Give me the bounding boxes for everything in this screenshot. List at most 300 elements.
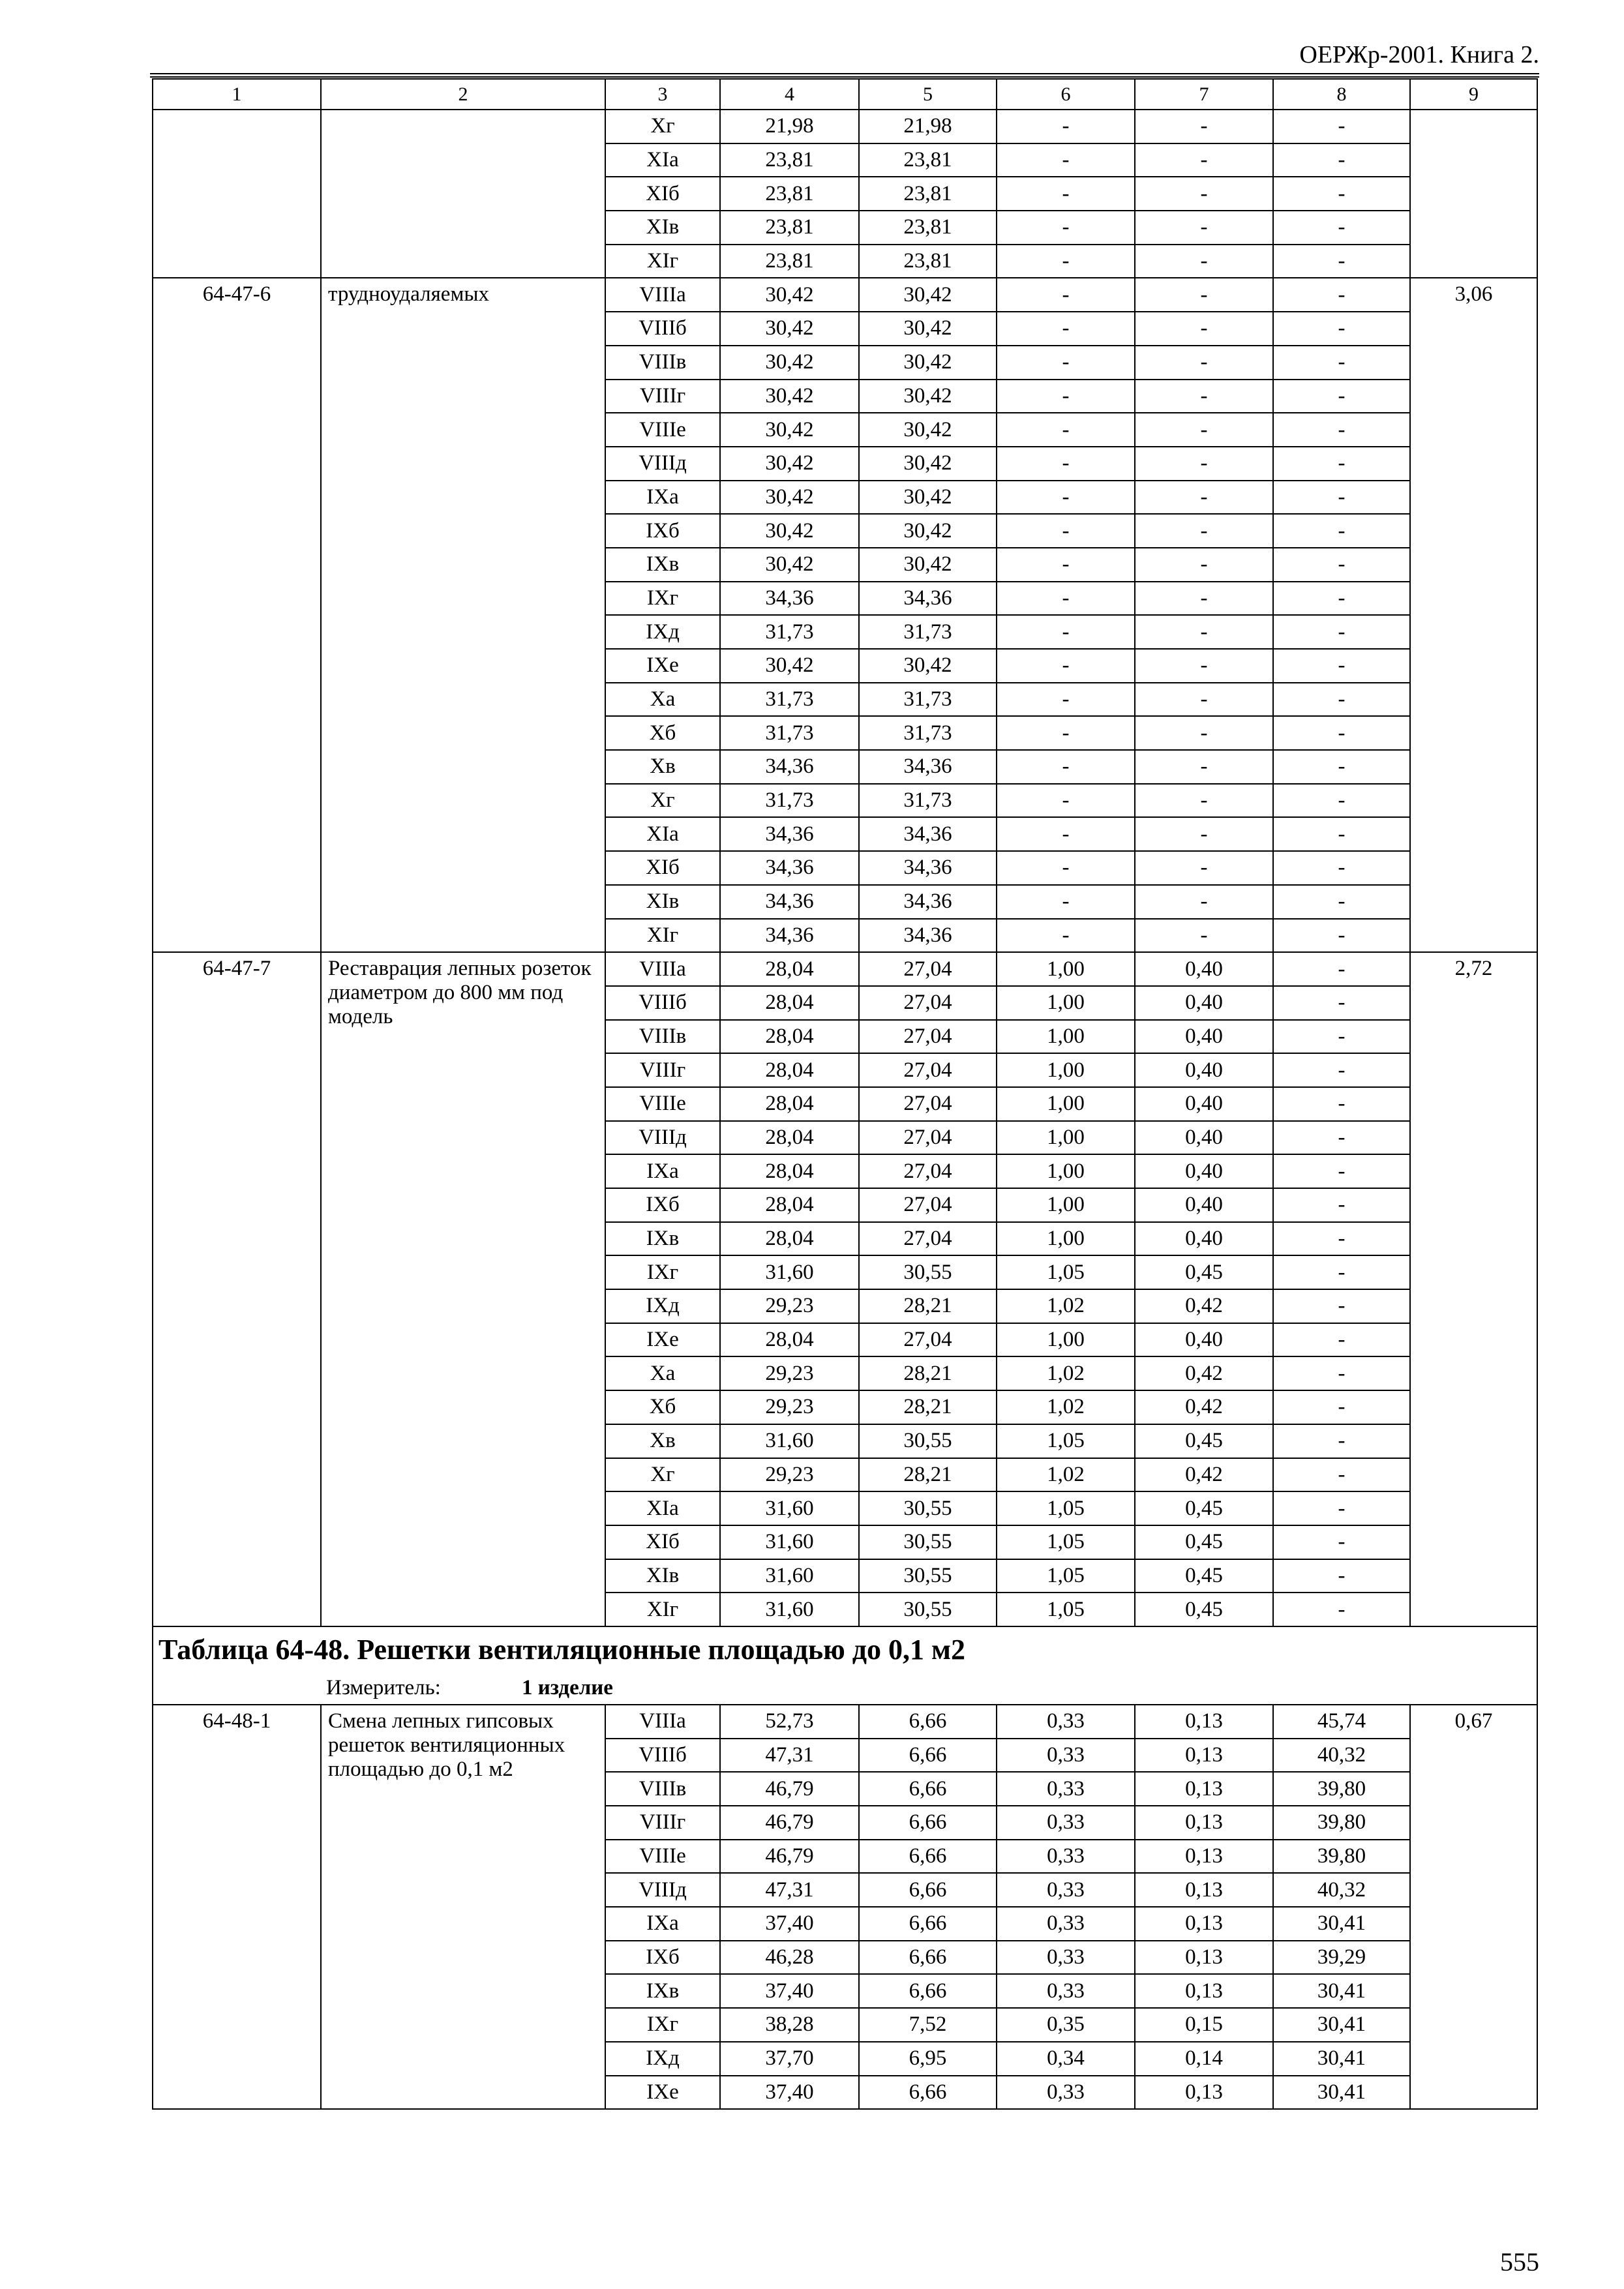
table-cell: 34,36 [720, 851, 859, 885]
table-cell: - [997, 312, 1135, 346]
column-number: 4 [720, 79, 859, 110]
table-cell: VIIIб [605, 312, 720, 346]
table-cell: 1,00 [997, 952, 1135, 986]
labor-value: 3,06 [1410, 278, 1537, 952]
table-cell: 30,42 [720, 447, 859, 481]
table-cell: 0,40 [1135, 1222, 1273, 1256]
table-cell: 31,60 [720, 1491, 859, 1525]
table-cell: 28,21 [859, 1390, 997, 1424]
table-cell: IXд [605, 2042, 720, 2076]
table-cell: 30,42 [720, 346, 859, 380]
table-cell: 29,23 [720, 1458, 859, 1492]
table-cell: 28,04 [720, 1154, 859, 1188]
table-cell: 46,79 [720, 1772, 859, 1806]
column-number: 1 [153, 79, 321, 110]
table-cell: 39,29 [1273, 1941, 1410, 1975]
table-cell: 0,13 [1135, 1806, 1273, 1840]
column-number: 7 [1135, 79, 1273, 110]
header-rule-bottom [150, 76, 1539, 78]
table-cell: 28,04 [720, 952, 859, 986]
table-cell: - [1135, 278, 1273, 312]
rates-table [152, 78, 1538, 2110]
table-cell: 0,42 [1135, 1390, 1273, 1424]
table-cell: 39,80 [1273, 1806, 1410, 1840]
table-cell: - [1273, 110, 1410, 143]
table-cell: 1,05 [997, 1255, 1135, 1289]
table-cell: 28,21 [859, 1356, 997, 1390]
table-cell: 46,79 [720, 1840, 859, 1874]
table-cell: - [997, 919, 1135, 953]
table-cell: 27,04 [859, 1087, 997, 1121]
table-cell: 27,04 [859, 1222, 997, 1256]
table-cell: Xг [605, 110, 720, 143]
table-cell: - [1135, 784, 1273, 818]
table-cell: - [1273, 851, 1410, 885]
table-cell: 30,42 [720, 380, 859, 413]
table-cell: 30,41 [1273, 2008, 1410, 2042]
table-cell: Xа [605, 683, 720, 717]
table-cell: IXв [605, 1974, 720, 2008]
table-cell: 0,33 [997, 1840, 1135, 1874]
table-cell: 40,32 [1273, 1739, 1410, 1773]
table-cell: 31,60 [720, 1593, 859, 1626]
table-cell: - [997, 817, 1135, 851]
table-cell: - [997, 278, 1135, 312]
table-cell: 1,05 [997, 1525, 1135, 1559]
table-cell: - [1273, 1154, 1410, 1188]
page-number: 555 [1500, 2247, 1539, 2277]
table-cell: 0,45 [1135, 1491, 1273, 1525]
table-cell: 6,66 [859, 1772, 997, 1806]
table-cell: - [1135, 413, 1273, 447]
table-cell: - [1135, 481, 1273, 515]
table-cell: 47,31 [720, 1739, 859, 1773]
table-cell: 23,81 [720, 211, 859, 245]
table-cell: XIб [605, 177, 720, 211]
column-number: 6 [997, 79, 1135, 110]
table-cell: 0,40 [1135, 1188, 1273, 1222]
table-cell: 27,04 [859, 1154, 997, 1188]
table-cell: 0,13 [1135, 1705, 1273, 1739]
table-cell: 0,13 [1135, 1907, 1273, 1941]
table-cell: 29,23 [720, 1390, 859, 1424]
table-cell: IXб [605, 1941, 720, 1975]
table-cell: - [1273, 1188, 1410, 1222]
table-cell: 46,79 [720, 1806, 859, 1840]
table-cell: 0,33 [997, 1873, 1135, 1907]
table-cell: 30,42 [859, 346, 997, 380]
table-cell: 21,98 [720, 110, 859, 143]
table-cell: - [1273, 1491, 1410, 1525]
table-cell: 1,00 [997, 1053, 1135, 1087]
column-number: 9 [1410, 79, 1537, 110]
table-cell: 30,42 [859, 278, 997, 312]
table-row [153, 952, 1537, 986]
table-cell: 30,55 [859, 1491, 997, 1525]
table-cell: 30,55 [859, 1593, 997, 1626]
table-cell: - [1273, 177, 1410, 211]
table-cell: - [1135, 851, 1273, 885]
table-cell: 6,66 [859, 1941, 997, 1975]
table-cell: 27,04 [859, 986, 997, 1020]
table-cell: 0,40 [1135, 1053, 1273, 1087]
table-cell: - [1135, 919, 1273, 953]
table-cell: VIIIд [605, 1121, 720, 1155]
table-cell: 28,04 [720, 1053, 859, 1087]
table-cell: - [1273, 1390, 1410, 1424]
table-cell: - [1273, 1593, 1410, 1626]
table-cell: 27,04 [859, 1020, 997, 1054]
table-cell: 30,42 [720, 481, 859, 515]
table-cell: 0,33 [997, 1907, 1135, 1941]
table-cell: VIIIв [605, 1772, 720, 1806]
table-cell: VIIIд [605, 1873, 720, 1907]
header-rule-top [150, 73, 1539, 74]
table-cell: 38,28 [720, 2008, 859, 2042]
table-cell: 31,60 [720, 1255, 859, 1289]
table-cell: - [1273, 447, 1410, 481]
table-cell: 27,04 [859, 1323, 997, 1357]
table-cell: - [1273, 1053, 1410, 1087]
table-cell: 6,66 [859, 2076, 997, 2110]
labor-value: 0,67 [1410, 1705, 1537, 2109]
table-cell: 0,33 [997, 1941, 1135, 1975]
table-cell: - [1273, 211, 1410, 245]
table-cell: IXе [605, 649, 720, 683]
table-cell: 28,04 [720, 1020, 859, 1054]
table-cell: 1,00 [997, 1087, 1135, 1121]
table-cell: 30,41 [1273, 1907, 1410, 1941]
table-cell: - [1273, 1255, 1410, 1289]
running-header: ОЕРЖр-2001. Книга 2. [1299, 41, 1539, 68]
table-cell: 31,73 [720, 784, 859, 818]
table-cell: Xб [605, 1390, 720, 1424]
table-cell: 1,00 [997, 1222, 1135, 1256]
table-cell: IXб [605, 514, 720, 548]
table-cell: - [1273, 1121, 1410, 1155]
table-cell: - [1135, 716, 1273, 750]
table-cell: 31,73 [859, 784, 997, 818]
table-cell: - [1135, 380, 1273, 413]
table-cell: 29,23 [720, 1356, 859, 1390]
table-cell: 27,04 [859, 1188, 997, 1222]
table-cell: XIв [605, 211, 720, 245]
table-cell: 6,66 [859, 1974, 997, 2008]
table-cell: 6,66 [859, 1739, 997, 1773]
table-cell: 34,36 [720, 582, 859, 616]
table-cell: - [1273, 817, 1410, 851]
table-cell: 0,13 [1135, 2076, 1273, 2110]
table-cell: - [1135, 548, 1273, 582]
table-cell: 30,42 [859, 312, 997, 346]
table-cell: - [997, 177, 1135, 211]
table-cell: XIг [605, 245, 720, 278]
table-cell: - [1273, 1559, 1410, 1593]
table-cell: - [997, 380, 1135, 413]
table-cell: 30,55 [859, 1424, 997, 1458]
table-cell: 27,04 [859, 1053, 997, 1087]
table-cell: 30,42 [859, 514, 997, 548]
table-cell: VIIIв [605, 1020, 720, 1054]
table-cell: XIв [605, 1559, 720, 1593]
table-cell: - [1135, 177, 1273, 211]
table-cell: - [997, 245, 1135, 278]
table-cell: Xа [605, 1356, 720, 1390]
table-cell: - [1273, 1424, 1410, 1458]
table-cell: VIIIг [605, 380, 720, 413]
table-cell: 0,40 [1135, 1020, 1273, 1054]
table-cell: - [1135, 615, 1273, 649]
table-cell: 39,80 [1273, 1840, 1410, 1874]
table-cell: 1,00 [997, 986, 1135, 1020]
table-cell: 0,45 [1135, 1424, 1273, 1458]
table-cell: 30,55 [859, 1559, 997, 1593]
table-cell: 37,40 [720, 1974, 859, 2008]
table-cell: - [997, 750, 1135, 784]
table-cell: 34,36 [859, 851, 997, 885]
table-cell: 30,42 [720, 649, 859, 683]
table-cell: VIIIа [605, 1705, 720, 1739]
table-cell: 23,81 [720, 177, 859, 211]
table-cell: 34,36 [720, 919, 859, 953]
table-cell: - [1273, 1525, 1410, 1559]
table-cell: - [1273, 986, 1410, 1020]
table-cell: 0,45 [1135, 1255, 1273, 1289]
table-cell: - [1135, 649, 1273, 683]
table-cell: 31,60 [720, 1424, 859, 1458]
table-cell: 0,40 [1135, 1121, 1273, 1155]
rates-table-body [153, 79, 1537, 2109]
table-cell: XIа [605, 817, 720, 851]
table-cell: 1,00 [997, 1154, 1135, 1188]
table-cell: 1,00 [997, 1323, 1135, 1357]
table-cell: VIIIд [605, 447, 720, 481]
table-cell: 28,04 [720, 1222, 859, 1256]
table-cell: - [997, 716, 1135, 750]
table-cell: 47,31 [720, 1873, 859, 1907]
table-cell: 30,42 [859, 413, 997, 447]
table-cell: 1,00 [997, 1020, 1135, 1054]
table-cell: 30,42 [859, 649, 997, 683]
table-cell: 1,02 [997, 1356, 1135, 1390]
work-description [321, 110, 605, 278]
table-cell: 46,28 [720, 1941, 859, 1975]
table-cell: 37,40 [720, 1907, 859, 1941]
table-cell: VIIIа [605, 952, 720, 986]
table-cell: XIа [605, 1491, 720, 1525]
table-cell: 30,41 [1273, 2042, 1410, 2076]
table-cell: - [1273, 952, 1410, 986]
table-cell: IXд [605, 1289, 720, 1323]
table-cell: 34,36 [720, 817, 859, 851]
table-cell: - [1273, 649, 1410, 683]
rate-code: 64-48-1 [153, 1705, 321, 2109]
table-cell: 28,21 [859, 1289, 997, 1323]
table-cell: 1,05 [997, 1559, 1135, 1593]
table-cell: - [1273, 885, 1410, 919]
column-number: 5 [859, 79, 997, 110]
table-cell: - [997, 447, 1135, 481]
table-cell: - [1273, 1289, 1410, 1323]
table-cell: 34,36 [859, 885, 997, 919]
table-cell: 0,35 [997, 2008, 1135, 2042]
table-cell: 28,04 [720, 1087, 859, 1121]
table-cell: XIв [605, 885, 720, 919]
table-cell: 45,74 [1273, 1705, 1410, 1739]
table-cell: - [1273, 750, 1410, 784]
table-cell: 6,66 [859, 1840, 997, 1874]
table-cell: IXб [605, 1188, 720, 1222]
table-cell: 30,42 [720, 413, 859, 447]
table-cell: 31,73 [720, 716, 859, 750]
table-cell: 34,36 [859, 919, 997, 953]
table-cell: 6,66 [859, 1873, 997, 1907]
table-cell: - [1273, 413, 1410, 447]
table-cell: VIIIе [605, 1087, 720, 1121]
table-cell: 1,00 [997, 1188, 1135, 1222]
table-cell: 37,40 [720, 2076, 859, 2110]
table-cell: IXг [605, 582, 720, 616]
table-cell: 0,33 [997, 1806, 1135, 1840]
table-cell: IXа [605, 481, 720, 515]
table-cell: 31,73 [720, 683, 859, 717]
table-cell: 6,66 [859, 1806, 997, 1840]
column-number: 8 [1273, 79, 1410, 110]
table-cell: - [1273, 548, 1410, 582]
table-cell: - [1135, 211, 1273, 245]
meter-cell [153, 1673, 1537, 1705]
table-cell: 31,60 [720, 1559, 859, 1593]
section-title-row [153, 1626, 1537, 1673]
table-cell: - [1135, 582, 1273, 616]
table-cell: VIIIг [605, 1806, 720, 1840]
table-cell: 23,81 [859, 245, 997, 278]
table-cell: - [997, 851, 1135, 885]
table-cell: - [1135, 346, 1273, 380]
table-cell: 0,40 [1135, 1154, 1273, 1188]
table-cell: 28,04 [720, 1188, 859, 1222]
work-description: Реставрация лепных розеток диаметром до 800 мм под модель [321, 952, 605, 1626]
table-cell: - [1273, 1356, 1410, 1390]
column-number: 2 [321, 79, 605, 110]
table-cell: - [1135, 143, 1273, 177]
table-cell: 0,42 [1135, 1289, 1273, 1323]
table-cell: 0,45 [1135, 1559, 1273, 1593]
table-cell: 31,73 [720, 615, 859, 649]
table-cell: - [1273, 1087, 1410, 1121]
table-cell: 40,32 [1273, 1873, 1410, 1907]
table-cell: IXд [605, 615, 720, 649]
table-cell: 28,04 [720, 986, 859, 1020]
table-cell: - [1135, 683, 1273, 717]
table-cell: 6,66 [859, 1907, 997, 1941]
table-cell: Xв [605, 1424, 720, 1458]
table-cell: 23,81 [720, 245, 859, 278]
table-cell: - [997, 346, 1135, 380]
table-cell: 23,81 [720, 143, 859, 177]
table-cell: 0,13 [1135, 1873, 1273, 1907]
table-cell: IXг [605, 2008, 720, 2042]
table-cell: 30,55 [859, 1255, 997, 1289]
table-cell: 0,34 [997, 2042, 1135, 2076]
table-cell: 30,55 [859, 1525, 997, 1559]
table-cell: VIIIе [605, 413, 720, 447]
table-cell: XIа [605, 143, 720, 177]
table-cell: - [997, 885, 1135, 919]
table-cell: - [1273, 716, 1410, 750]
table-cell: 27,04 [859, 1121, 997, 1155]
column-number-row [153, 79, 1537, 110]
table-cell: 0,40 [1135, 1323, 1273, 1357]
table-cell: IXе [605, 1323, 720, 1357]
table-cell: - [1273, 1458, 1410, 1492]
table-cell: 0,33 [997, 2076, 1135, 2110]
table-cell: 34,36 [720, 885, 859, 919]
table-cell: 6,95 [859, 2042, 997, 2076]
table-cell: 1,02 [997, 1390, 1135, 1424]
table-cell: 39,80 [1273, 1772, 1410, 1806]
table-cell: XIг [605, 1593, 720, 1626]
table-cell: 28,04 [720, 1121, 859, 1155]
table-cell: - [1273, 615, 1410, 649]
table-cell: 30,42 [720, 312, 859, 346]
table-cell: 7,52 [859, 2008, 997, 2042]
table-cell: - [997, 211, 1135, 245]
table-cell: - [1273, 380, 1410, 413]
rate-code: 64-47-6 [153, 278, 321, 952]
table-cell: Xв [605, 750, 720, 784]
table-cell: 0,40 [1135, 986, 1273, 1020]
table-cell: 21,98 [859, 110, 997, 143]
table-cell: 31,73 [859, 683, 997, 717]
table-cell: - [1135, 885, 1273, 919]
table-cell: 0,33 [997, 1772, 1135, 1806]
table-cell: - [1273, 278, 1410, 312]
table-cell: - [1273, 1222, 1410, 1256]
table-cell: VIIIб [605, 986, 720, 1020]
table-cell: 1,02 [997, 1458, 1135, 1492]
table-cell: 28,21 [859, 1458, 997, 1492]
work-description: Смена лепных гипсовых решеток вентиляционных площадью до 0,1 м2 [321, 1705, 605, 2109]
table-cell: - [997, 615, 1135, 649]
table-cell: - [997, 110, 1135, 143]
table-cell: 0,33 [997, 1705, 1135, 1739]
work-description: трудноудаляемых [321, 278, 605, 952]
table-cell: - [1273, 784, 1410, 818]
table-cell: 34,36 [859, 750, 997, 784]
table-cell: IXг [605, 1255, 720, 1289]
table-cell: 29,23 [720, 1289, 859, 1323]
table-cell: 1,05 [997, 1424, 1135, 1458]
table-cell: IXа [605, 1907, 720, 1941]
table-cell: 0,42 [1135, 1458, 1273, 1492]
table-cell: IXе [605, 2076, 720, 2110]
table-row [153, 278, 1537, 312]
table-cell: 6,66 [859, 1705, 997, 1739]
table-cell: - [1135, 750, 1273, 784]
table-cell: - [997, 514, 1135, 548]
table-cell: 0,13 [1135, 1840, 1273, 1874]
table-cell: 1,05 [997, 1593, 1135, 1626]
table-row [153, 1705, 1537, 1739]
labor-value: 2,72 [1410, 952, 1537, 1626]
table-cell: VIIIг [605, 1053, 720, 1087]
table-cell: 0,33 [997, 1974, 1135, 2008]
table-cell: - [1135, 110, 1273, 143]
table-cell: Xб [605, 716, 720, 750]
table-cell: 31,73 [859, 716, 997, 750]
table-cell: 1,00 [997, 1121, 1135, 1155]
